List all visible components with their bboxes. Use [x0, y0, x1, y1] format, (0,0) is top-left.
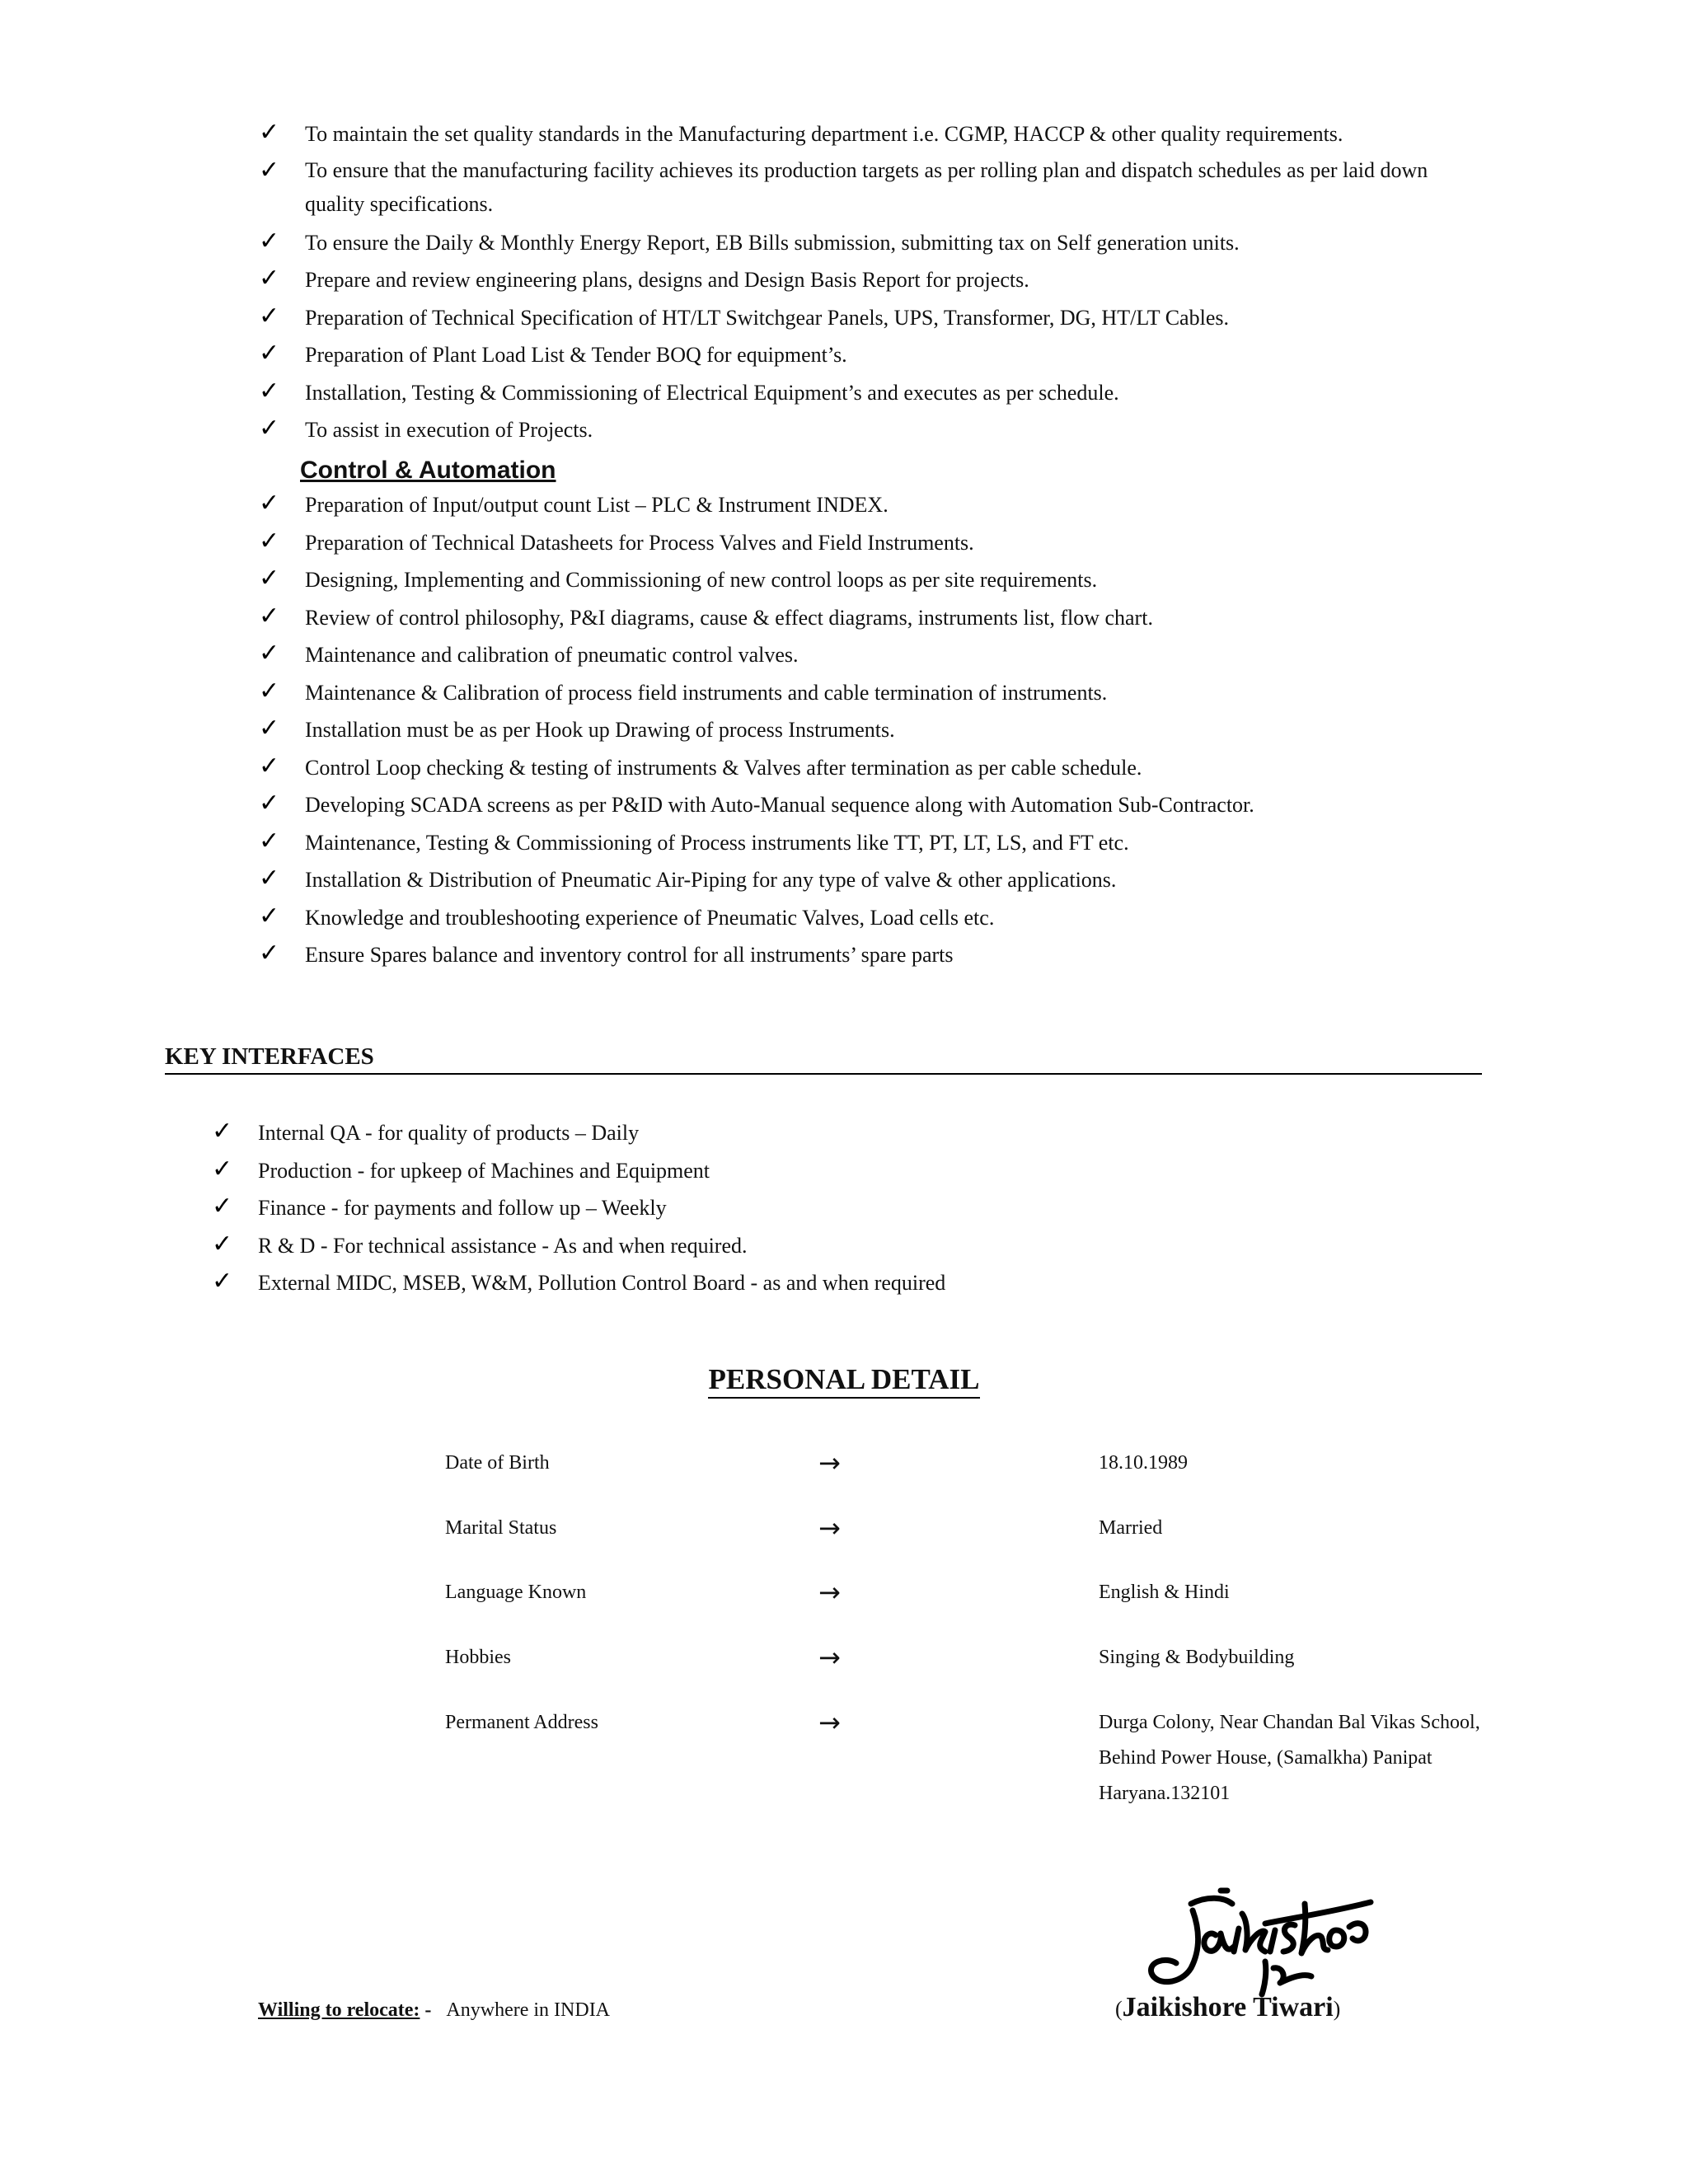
- key-interfaces-heading: KEY INTERFACES: [165, 1040, 1482, 1075]
- list-item: ✓ Maintenance & Calibration of process field instruments and cable termination of instruments.: [305, 674, 1475, 712]
- relocation-value: Anywhere in INDIA: [446, 1999, 611, 2021]
- detail-label: Date of Birth: [445, 1452, 550, 1474]
- checkmark-icon: ✓: [259, 340, 280, 367]
- list-item: ✓ Prepare and review engineering plans, designs and Design Basis Report for projects.: [305, 261, 1475, 299]
- checkmark-icon: ✓: [259, 752, 280, 780]
- relocation-label: Willing to relocate:: [258, 1999, 420, 2021]
- checkmark-icon: ✓: [259, 902, 280, 930]
- checkmark-icon: ✓: [259, 677, 280, 705]
- list-item: ✓ Review of control philosophy, P&I diagrams, cause & effect diagrams, instruments list, flow chart.: [305, 599, 1475, 637]
- detail-label: Hobbies: [445, 1647, 511, 1668]
- list-item: ✓ Maintenance, Testing & Commissioning of Process instruments like TT, PT, LT, LS, and FT etc.: [305, 824, 1475, 862]
- checkmark-icon: ✓: [259, 119, 280, 146]
- list-item: ✓ Preparation of Technical Datasheets for Process Valves and Field Instruments.: [305, 524, 1475, 562]
- personal-detail-heading: PERSONAL DETAIL: [0, 1360, 1688, 1399]
- checkmark-icon: ✓: [259, 565, 280, 592]
- checkmark-icon: ✓: [259, 790, 280, 817]
- checkmark-icon: ✓: [259, 302, 280, 330]
- checkmark-icon: ✓: [212, 1268, 233, 1295]
- control-automation-heading: Control & Automation: [300, 457, 556, 484]
- detail-value: Durga Colony, Near Chandan Bal Vikas School, Behind Power House, (Samalkha) Panipat Haryana.132101: [1099, 1712, 1480, 1804]
- checkmark-icon: ✓: [259, 265, 280, 292]
- list-item: ✓ Finance - for payments and follow up – Weekly: [258, 1189, 1412, 1227]
- list-item: ✓ Control Loop checking & testing of instruments & Valves after termination as per cable schedule.: [305, 749, 1475, 787]
- list-item: ✓ Installation must be as per Hook up Drawing of process Instruments.: [305, 711, 1475, 749]
- relocation-separator: -: [424, 1999, 432, 2021]
- list-item: ✓ To assist in execution of Projects.: [305, 411, 1475, 449]
- detail-value: 18.10.1989: [1099, 1452, 1188, 1474]
- signature-name: (Jaikishore Tiwari): [1115, 1992, 1341, 2022]
- checkmark-icon: ✓: [212, 1230, 233, 1258]
- checkmark-icon: ✓: [259, 715, 280, 742]
- list-item: ✓ Installation & Distribution of Pneumatic Air-Piping for any type of valve & other applications.: [305, 861, 1475, 899]
- list-item: ✓ Preparation of Plant Load List & Tender BOQ for equipment’s.: [305, 336, 1475, 374]
- checkmark-icon: ✓: [212, 1193, 233, 1220]
- list-item: ✓ Designing, Implementing and Commissioning of new control loops as per site requirements.: [305, 561, 1475, 599]
- list-item: ✓ Installation, Testing & Commissioning of Electrical Equipment’s and executes as per schedule.: [305, 374, 1475, 412]
- arrow-right-icon: →: [818, 1447, 841, 1479]
- control-automation-list: [259, 486, 1475, 974]
- list-item: ✓ R & D - For technical assistance - As and when required.: [258, 1227, 1412, 1265]
- detail-value: Married: [1099, 1517, 1163, 1539]
- checkmark-icon: ✓: [212, 1118, 233, 1145]
- signature-image: [1142, 1871, 1381, 2003]
- list-item: ✓ Preparation of Input/output count List – PLC & Instrument INDEX.: [305, 486, 1475, 524]
- list-item: ✓ To ensure that the manufacturing facility achieves its production targets as per rolling plan and dispatch schedules as per laid down quality specifications.: [305, 153, 1475, 221]
- list-item: ✓ Maintenance and calibration of pneumatic control valves.: [305, 636, 1475, 674]
- list-item: ✓ Knowledge and troubleshooting experience of Pneumatic Valves, Load cells etc.: [305, 899, 1475, 937]
- arrow-right-icon: →: [818, 1577, 841, 1608]
- detail-value: Singing & Bodybuilding: [1099, 1647, 1295, 1668]
- detail-label: Permanent Address: [445, 1712, 598, 1733]
- checkmark-icon: ✓: [259, 827, 280, 855]
- list-item: ✓ External MIDC, MSEB, W&M, Pollution Control Board - as and when required: [258, 1264, 1412, 1302]
- detail-value: English & Hindi: [1099, 1582, 1230, 1603]
- list-item: ✓ Developing SCADA screens as per P&ID with Auto-Manual sequence along with Automation Sub-Contractor.: [305, 786, 1475, 824]
- checkmark-icon: ✓: [212, 1155, 233, 1183]
- list-item: ✓ To maintain the set quality standards in the Manufacturing department i.e. CGMP, HACCP & other quality requirements.: [305, 115, 1475, 153]
- list-item: ✓ Production - for upkeep of Machines and Equipment: [258, 1152, 1412, 1190]
- checkmark-icon: ✓: [259, 527, 280, 555]
- arrow-right-icon: →: [818, 1707, 841, 1738]
- checkmark-icon: ✓: [259, 602, 280, 630]
- detail-label: Marital Status: [445, 1517, 557, 1539]
- list-item: ✓ To ensure the Daily & Monthly Energy Report, EB Bills submission, submitting tax on Self generation units.: [305, 224, 1475, 262]
- checkmark-icon: ✓: [259, 415, 280, 442]
- key-interfaces-list: [212, 1114, 1412, 1302]
- checkmark-icon: ✓: [259, 227, 280, 255]
- checkmark-icon: ✓: [259, 490, 280, 517]
- arrow-right-icon: →: [818, 1512, 841, 1544]
- detail-label: Language Known: [445, 1582, 587, 1603]
- checkmark-icon: ✓: [259, 940, 280, 967]
- checkmark-icon: ✓: [259, 640, 280, 667]
- relocation-line: [258, 1996, 610, 2024]
- responsibilities-list: [259, 115, 1475, 449]
- checkmark-icon: ✓: [259, 865, 280, 892]
- list-item: ✓ Preparation of Technical Specification of HT/LT Switchgear Panels, UPS, Transformer, DG, HT/LT Cables.: [305, 299, 1475, 337]
- checkmark-icon: ✓: [259, 156, 280, 184]
- arrow-right-icon: →: [818, 1642, 841, 1673]
- checkmark-icon: ✓: [259, 377, 280, 405]
- list-item: ✓ Internal QA - for quality of products – Daily: [258, 1114, 1412, 1152]
- list-item: ✓ Ensure Spares balance and inventory control for all instruments’ spare parts: [305, 936, 1475, 974]
